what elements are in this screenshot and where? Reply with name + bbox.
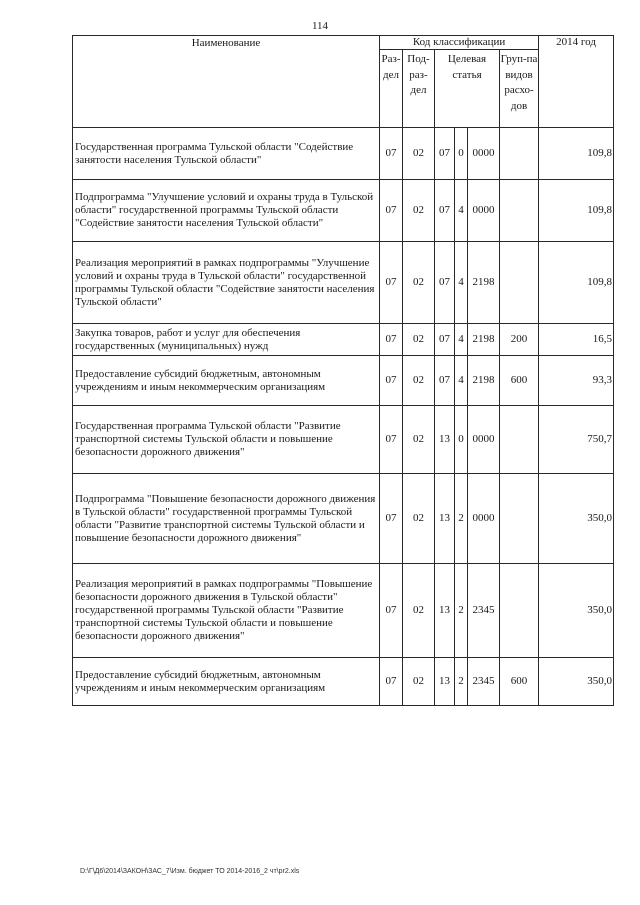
row-target-subprogram: 4 xyxy=(455,356,468,406)
table-row xyxy=(73,242,614,324)
row-target-direction: 0000 xyxy=(468,128,500,180)
row-target-program: 07 xyxy=(435,242,455,324)
budget-table xyxy=(72,35,614,706)
row-expense-group: 600 xyxy=(500,356,539,406)
header-target-article: Целевая статья xyxy=(435,50,500,128)
row-amount: 350,0 xyxy=(539,658,614,706)
row-target-program: 13 xyxy=(435,658,455,706)
row-target-subprogram: 4 xyxy=(455,180,468,242)
table-body xyxy=(73,128,614,706)
row-expense-group xyxy=(500,128,539,180)
row-amount: 109,8 xyxy=(539,180,614,242)
row-target-direction: 2198 xyxy=(468,356,500,406)
row-subsection: 02 xyxy=(403,474,435,564)
table-header xyxy=(73,36,614,128)
header-subsection: Под-раз-дел xyxy=(403,50,435,128)
row-amount: 16,5 xyxy=(539,324,614,356)
row-expense-group xyxy=(500,564,539,658)
row-name: Подпрограмма "Улучшение условий и охраны труда в Тульской области" государственной программы Тульской области "Содействие занятости населения Тульской области" xyxy=(73,180,380,242)
row-target-subprogram: 2 xyxy=(455,564,468,658)
header-code: Код классификации xyxy=(380,36,539,50)
row-amount: 109,8 xyxy=(539,242,614,324)
row-target-subprogram: 4 xyxy=(455,242,468,324)
row-target-direction: 0000 xyxy=(468,180,500,242)
row-expense-group: 200 xyxy=(500,324,539,356)
header-name: Наименование xyxy=(73,36,380,128)
header-year: 2014 год xyxy=(539,36,614,128)
row-target-direction: 2198 xyxy=(468,242,500,324)
row-target-program: 13 xyxy=(435,564,455,658)
row-target-subprogram: 0 xyxy=(455,128,468,180)
table-row xyxy=(73,356,614,406)
row-subsection: 02 xyxy=(403,564,435,658)
row-expense-group xyxy=(500,406,539,474)
row-subsection: 02 xyxy=(403,242,435,324)
row-amount: 350,0 xyxy=(539,474,614,564)
table-row xyxy=(73,324,614,356)
row-target-program: 07 xyxy=(435,324,455,356)
row-target-program: 13 xyxy=(435,474,455,564)
row-target-direction: 2345 xyxy=(468,564,500,658)
row-target-subprogram: 0 xyxy=(455,406,468,474)
row-subsection: 02 xyxy=(403,180,435,242)
row-amount: 350,0 xyxy=(539,564,614,658)
row-target-direction: 2345 xyxy=(468,658,500,706)
row-subsection: 02 xyxy=(403,324,435,356)
row-target-direction: 0000 xyxy=(468,474,500,564)
row-expense-group xyxy=(500,180,539,242)
row-section: 07 xyxy=(380,474,403,564)
row-section: 07 xyxy=(380,324,403,356)
row-amount: 750,7 xyxy=(539,406,614,474)
row-section: 07 xyxy=(380,658,403,706)
table-row xyxy=(73,658,614,706)
row-target-subprogram: 2 xyxy=(455,658,468,706)
header-section: Раз-дел xyxy=(380,50,403,128)
row-section: 07 xyxy=(380,128,403,180)
row-name: Государственная программа Тульской области "Развитие транспортной системы Тульской области и повышение безопасности дорожного движения" xyxy=(73,406,380,474)
row-name: Подпрограмма "Повышение безопасности дорожного движения в Тульской области" государственной программы Тульской области "Развитие транспортной системы Тульской области и повышение безопасности дорожного движения" xyxy=(73,474,380,564)
row-subsection: 02 xyxy=(403,356,435,406)
row-target-program: 13 xyxy=(435,406,455,474)
table-row xyxy=(73,128,614,180)
footer-file-path: D:\Г\Д6\2014\ЗАКОН\ЗАС_7\Изм. бюджет ТО 2014-2016_2 чт\pr2.xls xyxy=(80,868,300,875)
row-section: 07 xyxy=(380,180,403,242)
row-subsection: 02 xyxy=(403,406,435,474)
row-section: 07 xyxy=(380,564,403,658)
row-subsection: 02 xyxy=(403,658,435,706)
row-name: Реализация мероприятий в рамках подпрограммы "Повышение безопасности дорожного движения в Тульской области" государственной программы Тульской области "Развитие транспортной системы Тульской области и повышение безопасности дорожного движения" xyxy=(73,564,380,658)
row-name: Закупка товаров, работ и услуг для обеспечения государственных (муниципальных) нужд xyxy=(73,324,380,356)
row-section: 07 xyxy=(380,406,403,474)
row-name: Реализация мероприятий в рамках подпрограммы "Улучшение условий и охраны труда в Тульской области" государственной программы Тульской области "Содействие занятости населения Тульской области" xyxy=(73,242,380,324)
row-target-subprogram: 2 xyxy=(455,474,468,564)
row-name: Государственная программа Тульской области "Содействие занятости населения Тульской области" xyxy=(73,128,380,180)
row-section: 07 xyxy=(380,356,403,406)
row-target-direction: 2198 xyxy=(468,324,500,356)
row-target-program: 07 xyxy=(435,180,455,242)
table-row xyxy=(73,180,614,242)
table-row xyxy=(73,474,614,564)
table-row xyxy=(73,564,614,658)
page-number: 114 xyxy=(311,20,329,32)
row-amount: 93,3 xyxy=(539,356,614,406)
row-subsection: 02 xyxy=(403,128,435,180)
row-amount: 109,8 xyxy=(539,128,614,180)
row-target-program: 07 xyxy=(435,128,455,180)
row-section: 07 xyxy=(380,242,403,324)
row-expense-group xyxy=(500,242,539,324)
row-name: Предоставление субсидий бюджетным, автономным учреждениям и иным некоммерческим организациям xyxy=(73,356,380,406)
header-expense-group: Груп-па видов расхо-дов xyxy=(500,50,539,128)
table-row xyxy=(73,406,614,474)
row-expense-group: 600 xyxy=(500,658,539,706)
row-expense-group xyxy=(500,474,539,564)
row-target-direction: 0000 xyxy=(468,406,500,474)
row-target-subprogram: 4 xyxy=(455,324,468,356)
row-name: Предоставление субсидий бюджетным, автономным учреждениям и иным некоммерческим организациям xyxy=(73,658,380,706)
row-target-program: 07 xyxy=(435,356,455,406)
